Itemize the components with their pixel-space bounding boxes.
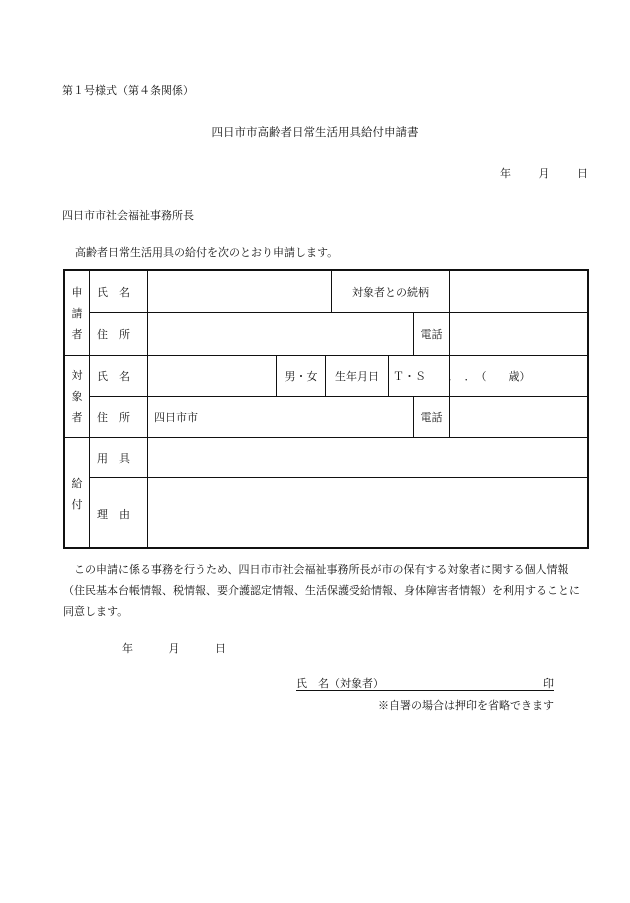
signature-note: ※自署の場合は押印を省略できます	[378, 699, 554, 712]
subject-char: 対	[71, 369, 83, 382]
subject-char: 象	[71, 390, 83, 403]
subject-char: 者	[71, 411, 83, 424]
document-title: 四日市市高齢者日常生活用具給付申請書	[211, 125, 419, 139]
applicant-address-label: 住 所	[97, 328, 130, 341]
subject-address-label: 住 所	[97, 411, 130, 424]
grant-char: 給	[71, 476, 83, 490]
consent-statement: この申請に係る事務を行うため、四日市市社会福祉事務所長が市の保有する対象者に関する個人情報（住民基本台帳情報、税情報、要介護認定情報、生活保護受給情報、身体障害者情報）を利用することに同意します。	[63, 563, 580, 618]
gender-selector[interactable]: 男・女	[284, 370, 318, 383]
relation-field[interactable]	[450, 271, 589, 312]
seal-mark: 印	[543, 677, 554, 690]
item-label: 用 具	[97, 451, 130, 465]
applicant-name-field[interactable]	[148, 271, 331, 312]
applicant-char: 者	[71, 327, 83, 341]
applicant-name-label: 氏 名	[97, 285, 130, 299]
col-divider	[388, 355, 389, 397]
consent-date-day: 日	[215, 642, 226, 655]
grant-char: 付	[71, 497, 83, 511]
applicant-phone-field[interactable]	[450, 313, 589, 355]
applicant-char: 申	[71, 285, 83, 299]
birthdate-label: 生年月日	[335, 370, 379, 383]
date-year: 年	[500, 167, 511, 180]
grant-section-label	[65, 438, 89, 549]
addressee: 四日市市社会福祉事務所長	[62, 209, 194, 222]
date-month: 月	[538, 167, 550, 180]
signature-label: 氏 名（対象者）	[296, 677, 384, 690]
application-date	[476, 165, 588, 181]
form-number: 第１号様式（第４条関係）	[62, 84, 194, 97]
subject-name-field[interactable]	[148, 356, 276, 396]
col-divider	[89, 271, 90, 549]
signature-line[interactable]	[296, 675, 554, 691]
applicant-char: 請	[71, 306, 83, 320]
reason-label: 理 由	[97, 507, 130, 521]
consent-date	[122, 640, 258, 656]
birthdate-field[interactable]: Ｔ・Ｓ ． ． （ 歳）	[393, 370, 531, 383]
subject-phone-field[interactable]	[450, 397, 589, 437]
subject-section-label	[65, 356, 89, 437]
consent-date-year: 年	[122, 642, 133, 655]
applicant-phone-label: 電話	[420, 328, 443, 341]
application-table	[63, 269, 589, 549]
item-field[interactable]	[148, 438, 589, 477]
consent-date-month: 月	[168, 642, 180, 655]
applicant-section-label	[65, 271, 89, 355]
subject-name-label: 氏 名	[97, 370, 130, 383]
request-statement: 高齢者日常生活用具の給付を次のとおり申請します。	[75, 246, 339, 259]
subject-phone-label: 電話	[420, 411, 443, 424]
applicant-address-field[interactable]	[148, 313, 413, 355]
subject-address-field[interactable]: 四日市市	[154, 411, 198, 424]
reason-field[interactable]	[148, 478, 589, 549]
relation-label: 対象者との続柄	[352, 285, 429, 299]
date-day: 日	[577, 167, 588, 180]
